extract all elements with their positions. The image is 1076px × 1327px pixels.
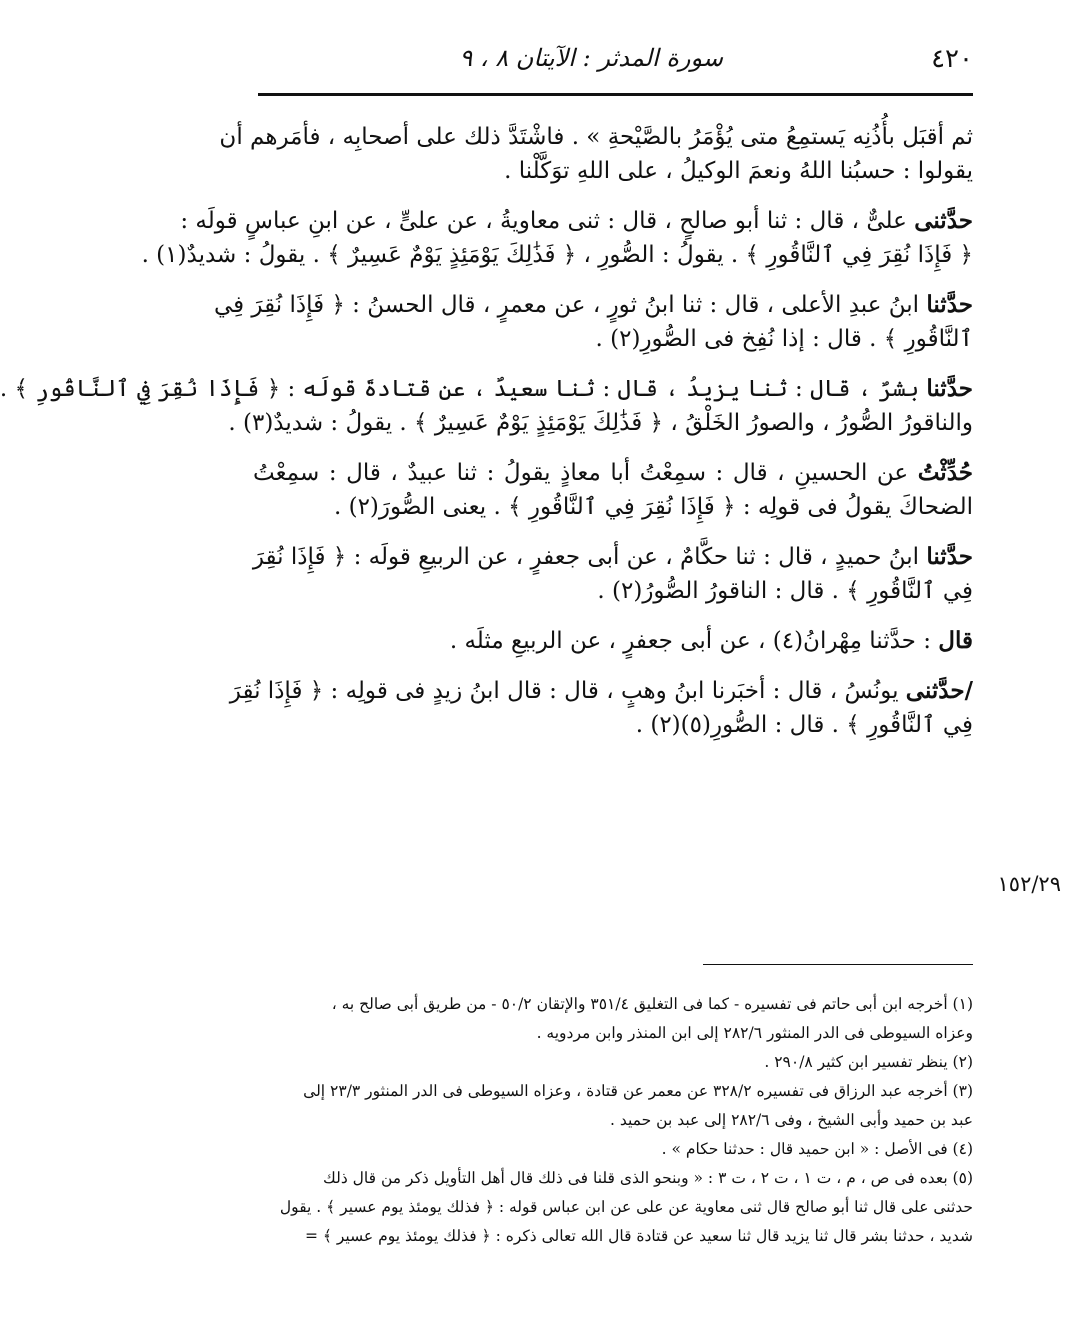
footnote-line: عبد بن حميد وأبى الشيخ ، وفى ٢٨٢/٦ إلى عبد بن حميد . [610, 1111, 973, 1129]
footnote-separator [703, 964, 973, 965]
text-line [253, 154, 973, 188]
footnote-line: وعزاه السيوطى فى الدر المنثور ٢٨٢/٦ إلى ابن المنذر وابن مردويه . [536, 1024, 973, 1042]
text-line [253, 540, 973, 574]
line-text: ابنُ حميدٍ ، قال : ثنا حكَّامٌ ، عن أبى جعفرٍ ، عن الربيعِ قولَه : ﴿ فَإِذَا نُقِرَ [252, 544, 927, 570]
line-text: ﴿ فَإِذَا نُقِرَ فِي ٱلنَّاقُورِ ﴾ . يقولُ : الصُّورِ ، ﴿ فَذَٰلِكَ يَوْمَئِذٍ يَوْمٌ عَسِيرٌ ﴾ . يقولُ : شديدٌ(١) . [141, 242, 973, 268]
line-text: والناقورُ الصُّورُ ، والصورُ الخَلْقُ ، ﴿ فَذَٰلِكَ يَوْمَئِذٍ يَوْمٌ عَسِيرٌ ﴾ . يقولُ : شديدٌ(٣) . [228, 410, 973, 436]
paragraph [253, 624, 973, 658]
text-line [253, 490, 973, 524]
line-text: : حدَّثنا مِهْرانُ(٤) ، عن أبى جعفرٍ ، عن الربيعِ مثلَه . [449, 628, 939, 654]
narration-lead: حدَّثنا [926, 375, 973, 402]
text-line [253, 624, 973, 658]
text-line [253, 574, 973, 608]
header-rule [258, 93, 973, 96]
paragraph [253, 540, 973, 608]
footnote-line: (٤) فى الأصل : « ابن حميد قال : حدثنا حكام » . [661, 1140, 973, 1158]
line-text: فِي ٱلنَّاقُورِ ﴾ . قال : الناقورُ الصُّورُ(٢) . [597, 578, 973, 604]
narration-lead: حُدِّثْتُ [917, 459, 973, 486]
footnote-line: حدثنى على قال ثنا أبو صالح قال ثنى معاوية عن على عن ابن عباس قوله : ﴿ فذلك يومئذ يوم عسير ﴾ . يقول [279, 1198, 973, 1216]
footnote-line: (١) أخرجه ابن أبى حاتم فى تفسيره - كما فى التغليق ٣٥١/٤ والإتقان ٥٠/٢ - من طريق أبى صالح به ، [331, 995, 973, 1013]
text-line [253, 456, 973, 490]
paragraph [253, 456, 973, 524]
text-line [229, 674, 973, 708]
footnotes [253, 990, 973, 1251]
line-text: ثم أقبَل بأُذُنِه يَستمِعُ متى يُؤْمَرُ بالصَّيْحةِ » . فاشْتَدَّ ذلك على أصحابِه ، فأمَرهم أن [219, 124, 973, 150]
text-line [228, 406, 973, 440]
narration-lead: حدَّثنا [926, 291, 973, 318]
narration-lead: قال [938, 627, 973, 654]
line-text: عن الحسينِ ، قال : سمِعْتُ أبا معاذٍ يقولُ : ثنا عبيدٌ ، قال : سمِعْتُ [253, 460, 918, 486]
line-text: ابنُ عبدِ الأعلى ، قال : ثنا ابنُ ثورٍ ، عن معمرٍ ، قال الحسنُ : ﴿ فَإِذَا نُقِرَ فِي [213, 292, 927, 318]
page-number: ٤٢٠ [931, 44, 973, 74]
line-text: فِي ٱلنَّاقُورِ ﴾ . قال : الصُّورِ(٥)(٢) . [635, 712, 973, 738]
line-text: يونُسُ ، قال : أخبَرنا ابنُ وهبٍ ، قال : قال ابنُ زيدٍ فى قولِه : ﴿ فَإِذَا نُقِرَ [229, 678, 906, 704]
margin-reference: ١٥٢/٢٩ [997, 872, 1061, 896]
text-line [219, 120, 973, 154]
paragraph [219, 120, 973, 188]
text-line [141, 238, 973, 272]
narration-lead: حدَّثنى [914, 207, 973, 234]
line-text: الضحاكَ يقولُ فى قولِه : ﴿ فَإِذَا نُقِرَ فِي ٱلنَّاقُورِ ﴾ . يعنى الصُّورَ(٢) . [333, 494, 973, 520]
narration-lead: /حدَّثنى [905, 677, 973, 704]
text-line [213, 288, 973, 322]
line-text: يقولوا : حسبُنا اللهُ ونعمَ الوكيلُ ، على اللهِ توَكَّلْنا . [504, 158, 973, 184]
line-text: ٱلنَّاقُورِ ﴾ . قال : إذا نُفِخ فى الصُّورِ(٢) . [595, 326, 973, 352]
footnote-line: (٥) بعده فى ص ، م ، ت ١ ، ت ٢ ، ت ٣ : « وبنحو الذى قلنا فى ذلك قال أهل التأويل ذكر من قال ذلك [323, 1169, 973, 1187]
line-text: علىٌّ ، قال : ثنا أبو صالحٍ ، قال : ثنى معاويةُ ، عن علىٍّ ، عن ابنِ عباسٍ قولَه : [180, 208, 915, 234]
running-title: سورة المدثر : الآيتان ٨ ، ٩ [459, 44, 723, 72]
footnote-line: شديد ، حدثنا بشر قال ثنا يزيد قال ثنا سعيد عن قتادة قال الله تعالى ذكره : ﴿ فذلك يومئذ يوم عسير ﴾ = [304, 1227, 973, 1245]
paragraph [141, 204, 973, 272]
footnote-line: (٣) أخرجه عبد الرزاق فى تفسيره ٣٢٨/٢ عن معمر عن قتادة ، وعزاه السيوطى فى الدر المنثور ٢٣/٣ إلى [303, 1082, 973, 1100]
text-line [253, 708, 973, 742]
paragraph [213, 288, 973, 356]
line-text: بشرٌ ، قال : ثنا يزيدُ ، قال : ثنا سعيدٌ ، عن قتادةَ قولَه : ﴿ فَإِذَا نُقِرَ فِي ٱلنَّاقُورِ ﴾ . [0, 376, 927, 402]
body-text [0, 120, 973, 758]
paragraph [229, 674, 973, 742]
footnote-line: (٢) ينظر تفسير ابن كثير ٢٩٠/٨ . [764, 1053, 973, 1071]
narration-lead: حدَّثنا [926, 543, 973, 570]
text-line [180, 204, 973, 238]
page-header [258, 44, 973, 80]
paragraph [0, 372, 973, 440]
text-line [253, 322, 973, 356]
text-line [0, 372, 973, 406]
